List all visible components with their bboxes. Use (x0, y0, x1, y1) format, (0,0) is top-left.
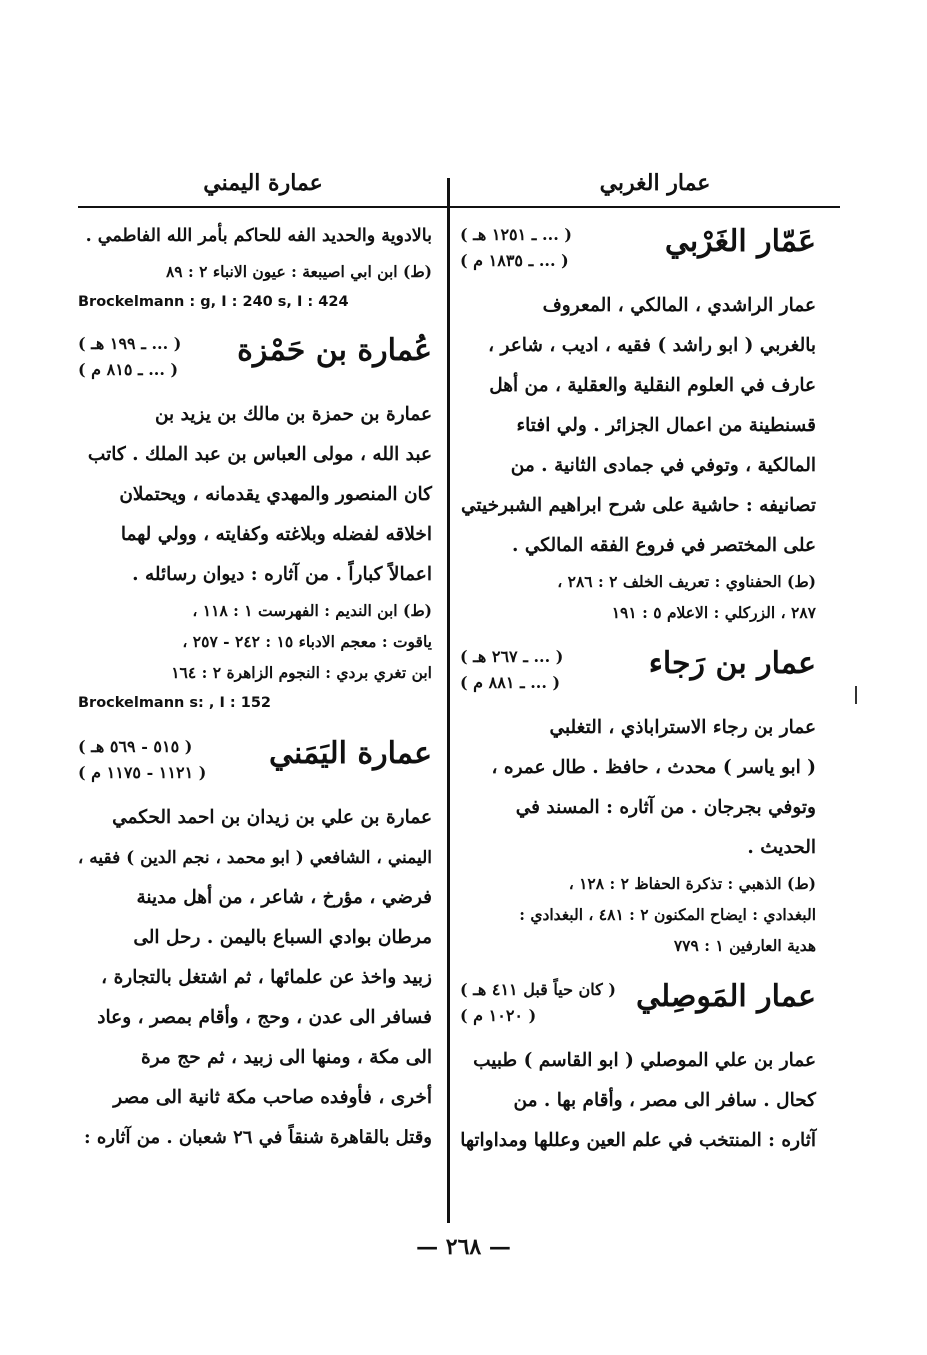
body-line: فرضي ، مؤرخ ، شاعر ، من أهل مدينة (136, 887, 432, 908)
body-line: كحال . سافر الى مصر ، وأقام بها . من (513, 1090, 816, 1111)
header-left-title: عمارة اليمني (203, 170, 323, 196)
reference-line: (ط) الذهبي : تذكرة الحفاظ ٢ : ١٢٨ ، (568, 874, 816, 893)
reference-line: (ط) الحفناوي : تعريف الخلف ٢ : ٢٨٦ ، (557, 572, 816, 591)
body-line: تصانيفه : حاشية على شرح ابراهيم الشبرخيتي (461, 495, 816, 516)
entry-name: عمار المَوصِلي (635, 979, 816, 1014)
entry-ammar-bin-raja (460, 638, 816, 961)
date-gregorian: ( ... ‍ـ ١٨٣٥ م ) (460, 251, 569, 270)
body-line: زبيد واخذ عن علمائها ، ثم اشتغل بالتجارة ، (101, 967, 432, 988)
body-line: وقتل بالقاهرة شنقاً في ٢٦ شعبان . من آثاره : (83, 1127, 432, 1148)
reference-line: (ط) ابن النديم : الفهرست ١ : ١١٨ ، (192, 601, 432, 620)
column-divider (447, 178, 450, 1223)
entry-heading (78, 728, 432, 792)
body-line: آثاره : المنتخب في علم العين وعللها ومداواتها (460, 1130, 816, 1151)
entry-dates (460, 977, 616, 1029)
date-gregorian: ( ١٠٢٠ م ) (460, 1006, 537, 1025)
date-gregorian: ( ... ‍ـ ٨١٥ م ) (78, 360, 179, 379)
date-gregorian: ( ... ‍ـ ٨٨١ م ) (460, 673, 561, 692)
continuation-line: بالادوية والحديد الفه للحاكم بأمر الله الفاطمي . (85, 226, 432, 246)
date-hijri: ( ... ‍ـ ١٩٩ هـ ) (78, 334, 182, 353)
body-line: عمارة بن علي بن زيدان بن احمد الحكمي (112, 807, 432, 828)
entry-dates (460, 222, 572, 274)
entry-name: عمار بن رَجاء (648, 646, 816, 681)
date-hijri: ( ... ‍ـ ١٢٥١ هـ ) (460, 225, 572, 244)
body-line: عمارة بن حمزة بن مالك بن يزيد بن (154, 404, 432, 425)
body-line: فسافر الى عدن ، وحج ، وأقام بمصر ، وعاد (97, 1007, 432, 1028)
entry-name: عمارة اليَمَني (269, 736, 432, 771)
body-line: الى مكة ، ومنها الى زبيد ، ثم حج مرة (141, 1047, 432, 1068)
reference-line: هدية العارفين ١ : ٧٧٩ (673, 936, 816, 955)
body-line: عمار بن علي الموصلي ( ابو القاسم ) طبيب (473, 1050, 816, 1071)
date-hijri: ( كان حياً قبل ٤١١ هـ ) (460, 980, 616, 999)
reference-line: ابن تغري بردي : النجوم الزاهرة ٢ : ١٦٤ (171, 663, 432, 682)
body-line: اخلاقه لفضله وبلاغته وكفايته ، وولي لهما (120, 524, 432, 545)
entry-heading (460, 216, 816, 280)
body-line: قسنطينة من اعمال الجزائر . ولي افتاء (516, 415, 816, 436)
body-line: الحديث . (747, 837, 816, 858)
reference-line: (ط) ابن ابي اصيبعة : عيون الانباء ٢ : ٨٩ (165, 262, 432, 281)
body-line: عمار بن رجاء الاستراباذي ، التغلبي (549, 717, 816, 738)
margin-mark (855, 686, 857, 704)
date-gregorian: ( ١١٢١ - ١١٧٥ م ) (78, 763, 207, 782)
entry-ammar-al-mawsili (460, 971, 816, 1161)
entry-heading (460, 638, 816, 702)
body-line: اليمني ، الشافعي ( ابو محمد ، نجم الدين ) فقيه ، (77, 848, 432, 868)
body-line: بالغربي ( ابو راشد ) فقيه ، اديب ، شاعر ، (488, 335, 816, 356)
body-line: اعمالاً كباراً . من آثاره : ديوان رسائله . (132, 564, 432, 585)
reference-line: البغدادي : ايضاح المكنون ٢ : ٤٨١ ، البغدادي : (519, 905, 816, 924)
left-column (78, 216, 432, 1168)
body-line: أخرى ، فأوفده صاحب مكة ثانية الى مصر (113, 1087, 432, 1108)
header-right-title: عمار الغربي (599, 170, 711, 196)
body-line: كان المنصور والمهدي يقدمانه ، ويحتملان (119, 484, 432, 505)
date-hijri: ( ٥١٥ - ٥٦٩ هـ ) (78, 737, 193, 756)
header-rule (78, 206, 840, 208)
entry-dates (78, 331, 181, 383)
entry-name: عُمارة بن حَمْزة (237, 333, 432, 368)
latin-reference: Brockelmann : g, I : 240 s, I : 424 (78, 294, 349, 310)
page-number: — ٢٦٨ — (416, 1234, 511, 1260)
running-header (78, 168, 840, 208)
entry-name: عَمّار الغَرْبي (664, 224, 816, 259)
entry-heading (78, 325, 432, 389)
body-line: عبد الله ، مولى العباس بن عبد الملك . كاتب (87, 444, 432, 465)
entry-heading (460, 971, 816, 1035)
body-line: على المختصر في فروع الفقه المالكي . (512, 535, 816, 556)
body-line: وتوفي بجرجان . من آثاره : المسند في (515, 797, 816, 818)
entry-umara-al-yamani (78, 728, 432, 1158)
entry-dates (78, 734, 206, 786)
entry-umara-bin-hamza (78, 325, 432, 718)
entry-ammar-al-gharbi (460, 216, 816, 628)
body-line: المالكية ، وتوفي في جمادى الثانية . من (510, 455, 816, 476)
reference-line: ٢٨٧ ، الزركلي : الاعلام ٥ : ١٩١ (611, 603, 816, 622)
body-line: مرطان بوادي السباع باليمن . رحل الى (133, 927, 432, 948)
body-line: عارف في العلوم النقلية والعقلية ، من أهل (489, 375, 816, 396)
reference-line: ياقوت : معجم الادباء ١٥ : ٢٤٢ - ٢٥٧ ، (182, 632, 432, 651)
body-line: ( ابو ياسر ) محدث ، حافظ . طال عمره ، (491, 757, 816, 778)
latin-reference: Brockelmann s: , I : 152 (78, 695, 271, 711)
entry-dates (460, 644, 563, 696)
body-line: عمار الراشدي ، المالكي ، المعروف (542, 295, 816, 316)
date-hijri: ( ... ‍ـ ٢٦٧ هـ ) (460, 647, 564, 666)
right-column (460, 216, 816, 1171)
